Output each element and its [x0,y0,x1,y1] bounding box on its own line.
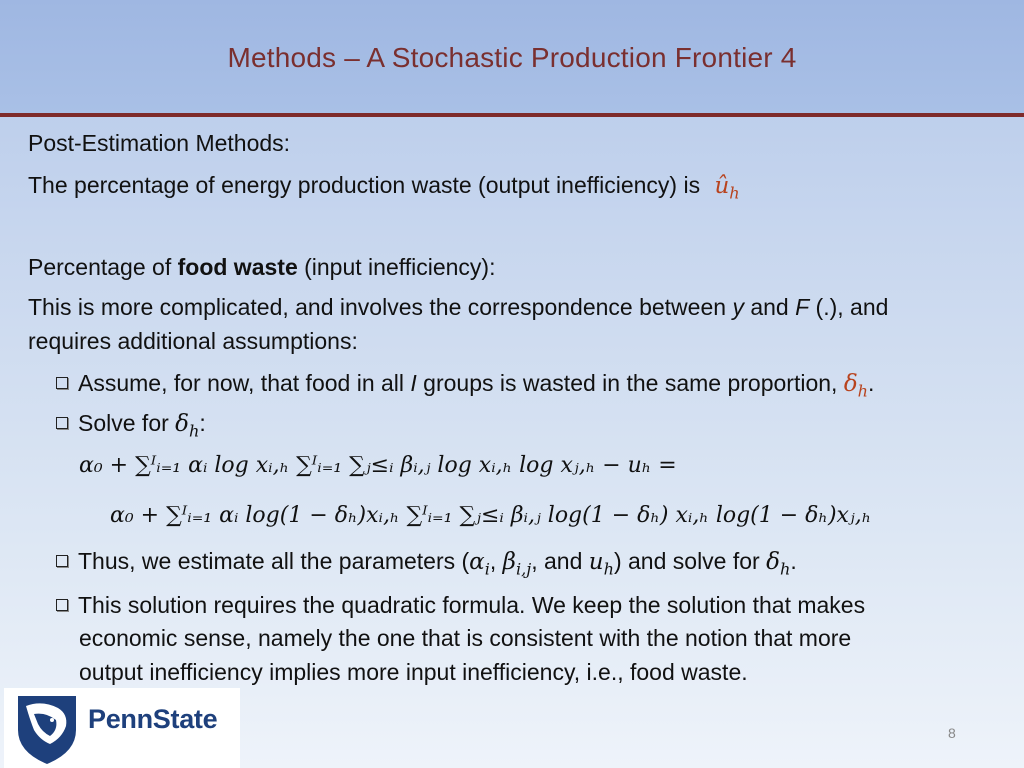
bullet3-end: . [790,548,797,574]
slide-title: Methods – A Stochastic Production Frontier 4 [227,42,797,73]
bullet1-text-a: Assume, for now, that food in all [78,370,411,396]
bullet-assume [56,368,874,407]
equation-2-text: α₀ + ∑ᴵᵢ₌₁ αᵢ log(1 − δₕ)xᵢ,ₕ ∑ᴵᵢ₌₁ ∑ⱼ≤ᵢ βᵢ,ⱼ log(1 − δₕ) xᵢ,ₕ log(1 − δₕ)xⱼ,ₕ [110,503,872,528]
alpha-i-symbol: $\alpha_i$ [469,549,490,579]
checkbox-bullet-icon [56,417,68,429]
post-estimation-heading: Post-Estimation Methods: [28,130,291,156]
page-number: 8 [948,725,956,741]
bullet-thus [56,546,797,585]
bullet4-line-1: This solution requires the quadratic formula. We keep the solution that makes [78,592,866,618]
bullet1-end: . [868,370,875,396]
checkbox-bullet-icon [56,555,68,567]
delta-h-symbol: $\delta_h$ [766,549,791,579]
delta-h-symbol: $\delta_h$ [843,371,869,401]
bullet-solve [56,408,206,447]
complicated-text-c: (.), and [809,294,889,320]
equation-1-text: α₀ + ∑ᴵᵢ₌₁ αᵢ log xᵢ,ₕ ∑ᴵᵢ₌₁ ∑ⱼ≤ᵢ βᵢ,ⱼ log xᵢ,ₕ log xⱼ,ₕ − uₕ = [79,453,677,478]
pennstate-logo [4,688,240,768]
food-prefix: Percentage of [28,254,178,280]
u-h-symbol: $u_h$ [588,549,614,579]
pennstate-wordmark: PennState [88,704,218,734]
bullet3-text-b: , [489,548,503,574]
complicated-line-2: requires additional assumptions: [28,328,358,354]
bullet3-text-c: , and [531,548,589,574]
var-y: y [732,294,744,320]
bullet3-text-d: ) and solve for [613,548,767,574]
food-suffix: (input inefficiency): [297,254,496,280]
bullet4-line-3: output inefficiency implies more input inefficiency, i.e., food waste. [79,659,748,685]
equation-line-1 [79,453,677,478]
energy-waste-line [28,170,740,209]
var-F: F [795,294,810,320]
delta-h-symbol: $\delta_h$ [175,411,200,441]
checkbox-bullet-icon [56,599,68,611]
checkbox-bullet-icon [56,377,68,389]
complicated-text-b: and [743,294,796,320]
beta-ij-symbol: $\beta_{i,j}$ [502,549,532,579]
bullet2-text: Solve for [78,410,176,436]
bullet-quadratic [56,590,865,620]
food-waste-bold: food waste [177,254,298,280]
bullet2-end: : [199,410,206,436]
nittany-lion-shield-icon [12,690,82,766]
complicated-line-1 [28,292,888,322]
bullet1-text-b: groups is wasted in the same proportion, [416,370,844,396]
complicated-text-a: This is more complicated, and involves the correspondence between [28,294,733,320]
var-I: I [410,370,417,396]
food-waste-heading [28,252,495,282]
u-hat-h-symbol: $û_h$ [714,173,740,203]
energy-waste-text: The percentage of energy production waste (output inefficiency) is [28,172,701,198]
bullet4-line-2: economic sense, namely the one that is consistent with the notion that more [79,625,852,651]
bullet3-text-a: Thus, we estimate all the parameters ( [78,548,470,574]
header-divider [0,113,1024,117]
equation-line-2 [110,503,871,528]
